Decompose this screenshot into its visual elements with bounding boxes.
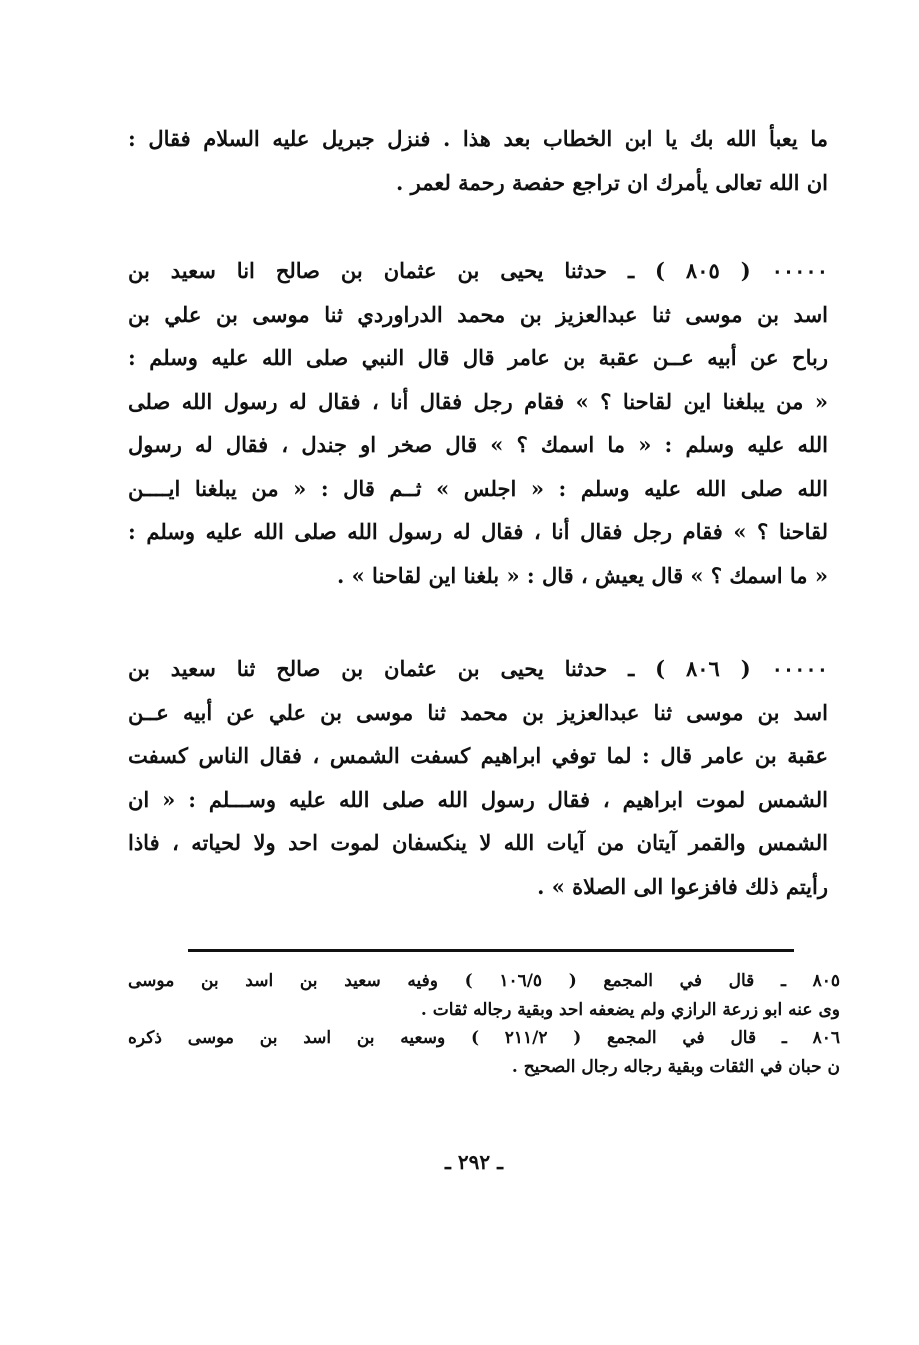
footnote-divider [188, 949, 794, 952]
footnote-line: ن حبان في الثقات وبقية رجاله رجال الصحيح . [511, 1056, 840, 1077]
text-line: ٠٠٠٠٠ ( ٨٠٦ ) ـ حدثنا يحيى بن عثمان بن صالح ثنا سعيد بن [128, 656, 828, 681]
footnote-line: وى عنه ابو زرعة الرازي ولم يضعفه احد وبقية رجاله ثقات . [420, 999, 840, 1020]
paragraph-intro [128, 117, 828, 204]
hadith-806 [128, 647, 828, 908]
text-line: ٠٠٠٠٠ ( ٨٠٥ ) ـ حدثنا يحيى بن عثمان بن صالح انا سعيد بن [128, 258, 828, 283]
text-line: الله عليه وسلم : « ما اسمك ؟ » قال صخر او جندل ، فقال له رسول [128, 432, 828, 457]
footnote-line: ٨٠٥ ـ قال في المجمع ( ١٠٦/٥ ) وفيه سعيد بن اسد بن موسى [128, 971, 840, 991]
text-line: رباح عن أبيه عــن عقبة بن عامر قال قال النبي صلى الله عليه وسلم : [128, 345, 828, 370]
text-line: « ما اسمك ؟ » قال يعيش ، قال : « بلغنا اين لقاحنا » . [336, 562, 828, 588]
text-line: رأيتم ذلك فافزعوا الى الصلاة » . [537, 873, 828, 899]
footnote-line: ٨٠٦ ـ قال في المجمع ( ٢١١/٢ ) وسعيه بن اسد بن موسى ذكره [128, 1028, 841, 1048]
text-line: الله صلى الله عليه وسلم : « اجلس » ثــم قال : « من يبلغنا ايــــن [128, 475, 828, 501]
text-line: الشمس لموت ابراهيم ، فقال رسول الله صلى الله عليه وســـلم : « ان [128, 786, 828, 812]
text-line: اسد بن موسى ثنا عبدالعزيز بن محمد الدراوردي ثنا موسى بن علي بن [128, 301, 828, 327]
text-line: اسد بن موسى ثنا عبدالعزيز بن محمد ثنا موسى بن علي عن أبيه عــن [128, 699, 828, 725]
page-number: ـ ٢٩٢ ـ [445, 1150, 503, 1174]
text-line: الشمس والقمر آيتان من آيات الله لا ينكسفان لموت احد ولا لحياته ، فاذا [128, 830, 828, 855]
text-line: لقاحنا ؟ » فقام رجل فقال أنا ، فقال له رسول الله صلى الله عليه وسلم : [128, 519, 828, 544]
text-line: « من يبلغنا اين لقاحنا ؟ » فقام رجل فقال أنا ، فقال له رسول الله صلى [128, 388, 828, 414]
text-line: ان الله تعالى يأمرك ان تراجع حفصة رحمة لعمر . [395, 169, 828, 195]
hadith-805 [128, 249, 828, 597]
footnotes [128, 967, 840, 1081]
text-line: ما يعبأ الله بك يا ابن الخطاب بعد هذا . فنزل جبريل عليه السلام فقال : [128, 126, 828, 151]
text-line: عقبة بن عامر قال : لما توفي ابراهيم كسفت الشمس ، فقال الناس كسفت [128, 743, 828, 768]
